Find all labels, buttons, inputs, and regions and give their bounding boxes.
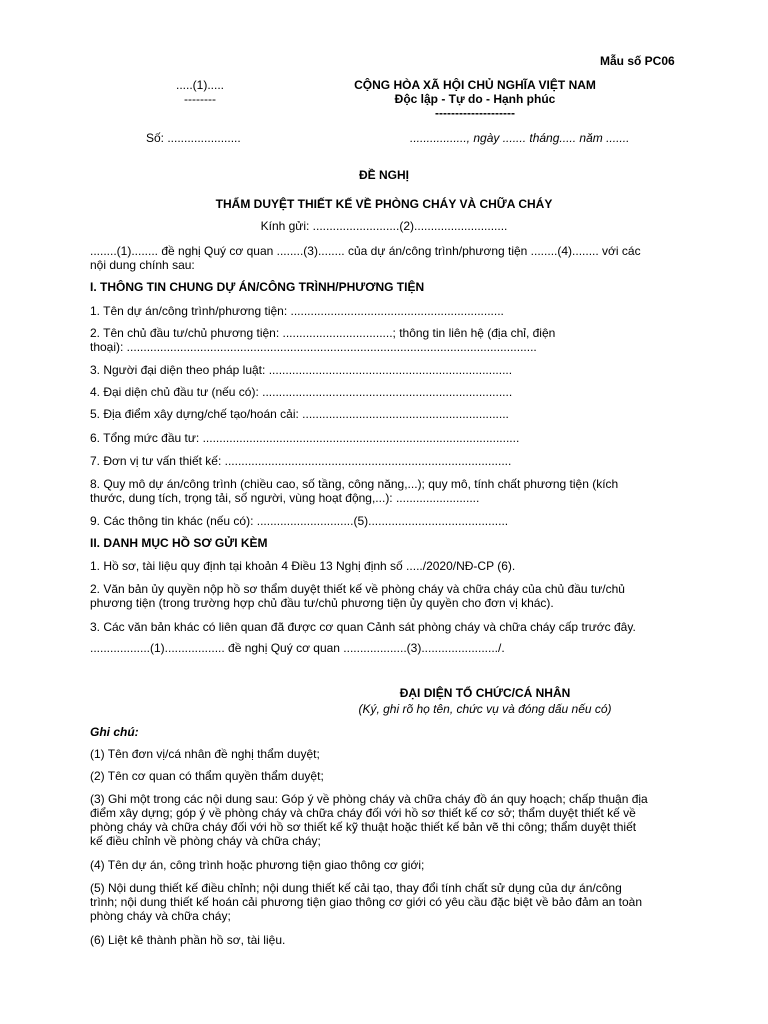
section2-item1: 1. Hồ sơ, tài liệu quy định tại khoản 4 Điều 13 Nghị định số ...../2020/NĐ-CP (6).	[90, 559, 516, 573]
intro-text-line2: nội dung chính sau:	[90, 258, 195, 272]
note-3-line1: (3) Ghi một trong các nội dung sau: Góp ý về phòng cháy và chữa cháy đồ án quy hoạch; chấp thuận địa	[90, 792, 648, 806]
recipient-line: Kính gửi: ..........................(2)............................	[260, 219, 508, 233]
section1-item8-line1: 8. Quy mô dự án/công trình (chiều cao, số tầng, công năng,...); quy mô, tính chất phương tiện (kích	[90, 477, 619, 491]
section1-item8-line2: thước, dung tích, trọng tải, số người, vùng hoạt động,...): .........................	[90, 491, 480, 505]
note-1: (1) Tên đơn vị/cá nhân đề nghị thẩm duyệt;	[90, 747, 320, 761]
note-6: (6) Liệt kê thành phần hồ sơ, tài liệu.	[90, 933, 286, 947]
section1-item5: 5. Địa điểm xây dựng/chế tạo/hoán cải: ..............................................................	[90, 407, 509, 421]
signature-instruction: (Ký, ghi rõ họ tên, chức vụ và đóng dấu nếu có)	[358, 702, 612, 716]
national-motto: Độc lập - Tự do - Hạnh phúc	[394, 92, 556, 106]
section2-item2-line2: phương tiện (trong trường hợp chủ đầu tư/chủ phương tiện ủy quyền cho đơn vị khác).	[90, 596, 554, 610]
national-divider: --------------------	[435, 106, 515, 120]
section2-heading: II. DANH MỤC HỒ SƠ GỬI KÈM	[90, 536, 268, 550]
section2-item2-line1: 2. Văn bản ủy quyền nộp hồ sơ thẩm duyệt thiết kế về phòng cháy và chữa cháy của chủ đầu tư/chủ	[90, 582, 625, 596]
closing-line: ..................(1).................. đề nghị Quý cơ quan ...................(3)......................./.	[90, 641, 505, 655]
form-code: Mẫu số PC06	[600, 54, 675, 68]
document-number: Số: ......................	[146, 131, 241, 145]
section1-item3: 3. Người đại diện theo pháp luật: .........................................................................	[90, 363, 513, 377]
document-date: ................., ngày ....... tháng..... năm .......	[410, 131, 630, 145]
note-5-line3: phòng cháy và chữa cháy;	[90, 909, 231, 923]
note-3-line3: phòng cháy và chữa cháy đối với hồ sơ thiết kế kỹ thuật hoặc thiết kế bản vẽ thi công; thẩm duyệt thiết	[90, 820, 637, 834]
note-3-line4: kế điều chỉnh về phòng cháy và chữa cháy;	[90, 834, 321, 848]
document-subtitle: THẨM DUYỆT THIẾT KẾ VỀ PHÒNG CHÁY VÀ CHỮA CHÁY	[215, 197, 553, 211]
signature-title: ĐẠI DIỆN TỔ CHỨC/CÁ NHÂN	[399, 686, 571, 700]
note-5-line1: (5) Nội dung thiết kế điều chỉnh; nội dung thiết kế cải tạo, thay đổi tính chất sử dụng của dự án/công	[90, 881, 622, 895]
issuer-divider: --------	[184, 92, 216, 106]
section1-item1: 1. Tên dự án/công trình/phương tiện: ................................................................	[90, 304, 504, 318]
section1-item2-line2: thoại): ...........................................................................................................................	[90, 340, 537, 354]
section1-item7: 7. Đơn vị tư vấn thiết kế: ......................................................................................	[90, 454, 512, 468]
section1-item4: 4. Đại diện chủ đầu tư (nếu có): ...........................................................................	[90, 385, 513, 399]
section1-heading: I. THÔNG TIN CHUNG DỰ ÁN/CÔNG TRÌNH/PHƯƠNG TIỆN	[90, 280, 425, 294]
section1-item6: 6. Tổng mức đầu tư: ...............................................................................................	[90, 431, 520, 445]
note-4: (4) Tên dự án, công trình hoặc phương tiện giao thông cơ giới;	[90, 858, 425, 872]
section2-item3: 3. Các văn bản khác có liên quan đã được cơ quan Cảnh sát phòng cháy và chữa cháy cấp trước đây.	[90, 620, 636, 634]
note-5-line2: trình; nội dung thiết kế hoán cải phương tiện giao thông cơ giới có yêu cầu đặc biệt về bảo đảm an toàn	[90, 895, 643, 909]
note-2: (2) Tên cơ quan có thẩm quyền thẩm duyệt;	[90, 769, 324, 783]
intro-text-line1: ........(1)........ đề nghị Quý cơ quan ........(3)........ của dự án/công trình/phương tiện ........(4)........ với các	[90, 244, 641, 258]
national-title: CỘNG HÒA XÃ HỘI CHỦ NGHĨA VIỆT NAM	[354, 78, 596, 92]
notes-heading: Ghi chú:	[90, 725, 139, 739]
section1-item2-line1: 2. Tên chủ đầu tư/chủ phương tiện: .................................; thông tin liên hệ (địa chỉ, điện	[90, 326, 556, 340]
section1-item9: 9. Các thông tin khác (nếu có): .............................(5)..........................................	[90, 514, 509, 528]
issuer-name: .....(1).....	[175, 78, 224, 92]
document-title: ĐỀ NGHỊ	[358, 168, 409, 182]
note-3-line2: điểm xây dựng; góp ý về phòng cháy và chữa cháy đối với hồ sơ thiết kế cơ sở; thẩm duyệt thiết kế về	[90, 806, 636, 820]
